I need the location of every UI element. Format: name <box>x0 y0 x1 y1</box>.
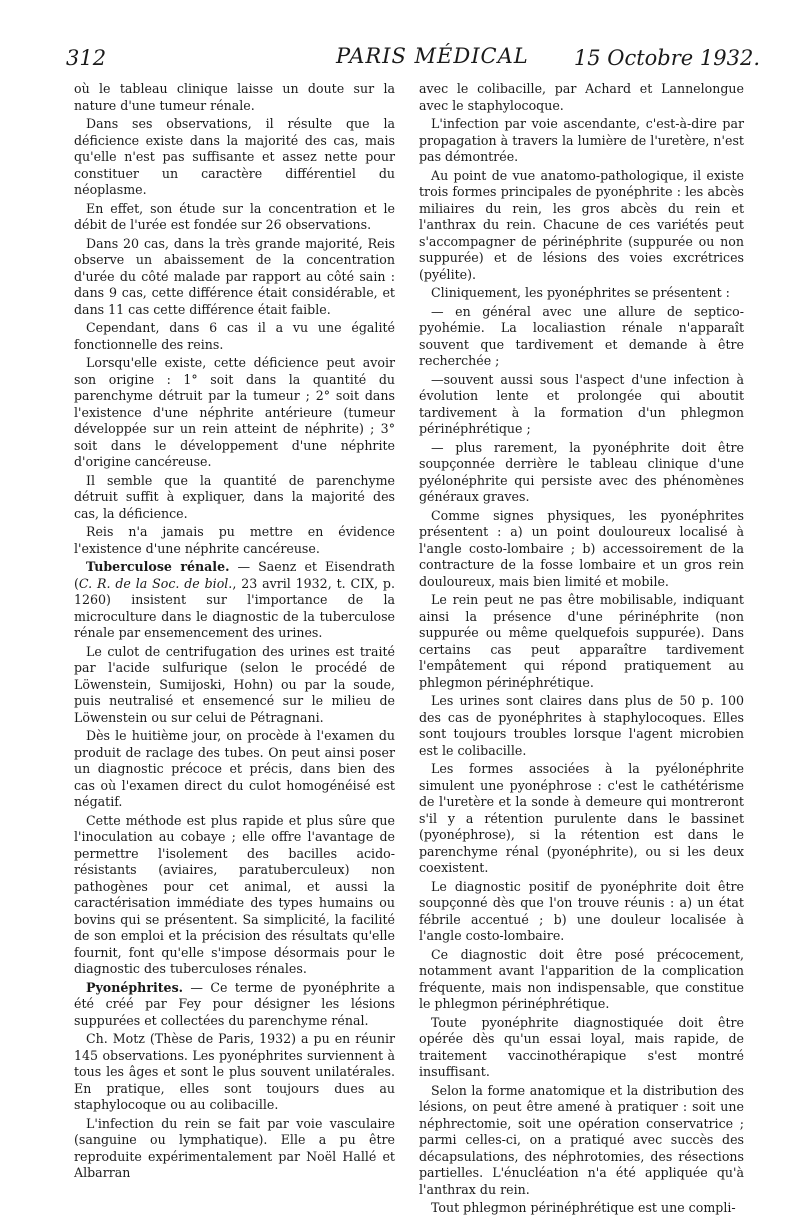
paragraph: Ch. Motz (Thèse de Paris, 1932) a pu en réunir 145 observations. Les pyonéphrites surviennent à tous les âges et sont le plus souvent unilatérales. En pratique, elles sont toujours dues au staphylocoque ou au colibacille. <box>74 1031 395 1112</box>
section-paragraph: Tuberculose rénale. — Saenz et Eisendrath (C. R. de la Soc. de biol., 23 avril 1932, t. CIX, p. 1260) insistent sur l'importance de la microculture dans le diagnostic de la tuberculose rénale par ensemencement des urines. <box>74 559 396 640</box>
paragraph: Ce diagnostic doit être posé précocement, notamment avant l'apparition de la complication fréquente, mais non indispensable, que constitue le phlegmon périnéphrétique. <box>419 946 744 1011</box>
paragraph: Comme signes physiques, les pyonéphrites présentent : a) un point douloureux localisé à l'angle costo-lombaire ; b) accessoirement de la contracture de la fosse lombaire et un gros rein douloureux, mais bien limité et mobile. <box>419 507 744 589</box>
paragraph: — en général avec une allure de septico-pyohémie. La localiastion rénale n'apparaît souvent que tardivement et demande à être recherchée ; <box>419 303 744 368</box>
left-column <box>74 81 395 1184</box>
paragraph: Cliniquement, les pyonéphrites se présentent : <box>431 285 730 300</box>
paragraph: Dans ses observations, il résulte que la déficience existe dans la majorité des cas, mais qu'elle n'est pas suffisante et assez nette pour constituer un caractère différentiel du néoplasme. <box>74 116 395 197</box>
continued-paragraph: avec le colibacille, par Achard et Lannelongue avec le staphylocoque. <box>419 81 744 113</box>
paragraph: Dans 20 cas, dans la très grande majorité, Reis observe un abaissement de la concentration d'urée du côté malade par rapport au côté sain : dans 9 cas, cette différence était considérable, et dans 11 cas cette différence était faible. <box>74 235 395 317</box>
paragraph: L'infection du rein se fait par voie vasculaire (sanguine ou lymphatique). Elle a pu être reproduite expérimentalement par Noël Hallé et Albarran <box>74 1115 395 1180</box>
paragraph: En effet, son étude sur la concentration et le débit de l'urée est fondée sur 26 observations. <box>74 200 395 232</box>
paragraph: Dès le huitième jour, on procède à l'examen du produit de raclage des tubes. On peut ainsi poser un diagnostic précoce et précis, dans bien des cas où l'examen direct du culot homogénéisé est négatif. <box>74 728 395 809</box>
paragraph: Tout phlegmon périnéphrétique est une compli- <box>431 1200 736 1215</box>
paragraph: — plus rarement, la pyonéphrite doit être soupçonnée derrière le tableau clinique d'une pyélonéphrite qui persiste avec des phénomènes généraux graves. <box>419 439 744 504</box>
paragraph: Reis n'a jamais pu mettre en évidence l'existence d'une néphrite cancéreuse. <box>74 524 395 556</box>
right-column <box>419 81 744 1219</box>
paragraph: Les urines sont claires dans plus de 50 p. 100 des cas de pyonéphrites à staphylocoques. Elles sont toujours troubles lorsque l'agent microbien est le colibacille. <box>419 693 744 758</box>
paragraph: Le diagnostic positif de pyonéphrite doit être soupçonné dès que l'on trouve réunis : a) un état fébrile accentué ; b) une douleur localisée à l'angle costo-lombaire. <box>419 878 744 943</box>
page-number: 312 <box>66 46 107 70</box>
section-heading: Pyonéphrites. <box>86 979 184 995</box>
paragraph: Lorsqu'elle existe, cette déficience peut avoir son origine : 1° soit dans la quantité du parenchyme détruit par la tumeur ; 2° soit dans l'existence d'une néphrite antérieure (tumeur développée sur un rein atteint de néphrite) ; 3° soit dans le développement d'une néphrite d'origine cancéreuse. <box>74 355 395 469</box>
paragraph: Il semble que la quantité de parenchyme détruit suffit à expliquer, dans la majorité des cas, la déficience. <box>74 472 395 521</box>
page-header <box>66 44 760 84</box>
paragraph: Cette méthode est plus rapide et plus sûre que l'inoculation au cobaye ; elle offre l'avantage de permettre l'isolement des bacilles acido-résistants (aviaires, paratuberculeux) non pathogènes pour cet animal, et aussi la caractérisation immédiate des types humains ou bovins qui se présentent. Sa simplicité, la facilité de son emploi et la précision des résultats qu'elle fournit, font qu'elle s'impose désormais pour le diagnostic des tuberculoses rénales. <box>74 812 395 976</box>
section-heading: Tuberculose rénale. <box>86 559 230 574</box>
paragraph: —souvent aussi sous l'aspect d'une infection à évolution lente et prolongée qui aboutit tardivement à la formation d'un phlegmon périnéphrétique ; <box>419 371 744 436</box>
continued-paragraph: où le tableau clinique laisse un doute sur la nature d'une tumeur rénale. <box>74 81 395 113</box>
issue-date: 15 Octobre 1932. <box>573 46 760 70</box>
paragraph: Les formes associées à la pyélonéphrite simulent une pyonéphrose : c'est le cathétérisme de l'uretère et la sonde à demeure qui montreront s'il y a rétention purulente dans le bassinet (pyonéphrose), si la rétention est dans le parenchyme rénal (pyonéphrite), ou si les deux coexistent. <box>419 761 744 875</box>
paragraph: Cependant, dans 6 cas il a vu une égalité fonctionnelle des reins. <box>74 320 395 352</box>
paragraph: Selon la forme anatomique et la distribution des lésions, on peut être amené à pratiquer : soit une néphrectomie, soit une opération conservatrice ; parmi celles-ci, on a pratiqué avec succès des décapsulations, des néphrotomies, des résections partielles. L'énucléation n'a été appliquée qu'à l'anthrax du rein. <box>419 1082 744 1197</box>
journal-title: PARIS MÉDICAL <box>336 44 529 68</box>
paragraph: Au point de vue anatomo-pathologique, il existe trois formes principales de pyonéphrite : les abcès miliaires du rein, les gros abcès du rein et l'anthrax du rein. Chacune de ces variétés peut s'accompagner de périnéphrite (suppurée ou non suppurée) et de lésions des voies excrétrices (pyélite). <box>419 167 744 282</box>
paragraph: Toute pyonéphrite diagnostiquée doit être opérée dès qu'un essai loyal, mais rapide, de traitement vaccinothérapique s'est montré insuffisant. <box>419 1014 744 1079</box>
section-paragraph: Pyonéphrites. — Ce terme de pyonéphrite a été créé par Fey pour désigner les lésions suppurées et collectées du parenchyme rénal. <box>74 979 395 1028</box>
paragraph: Le culot de centrifugation des urines est traité par l'acide sulfurique (selon le procédé de Löwenstein, Sumijoski, Hohn) ou par la soude, puis neutralisé et ensemencé sur le milieu de Löwenstein ou sur celui de Pétragnani. <box>74 643 395 725</box>
paragraph: Le rein peut ne pas être mobilisable, indiquant ainsi la présence d'une périnéphrite (non suppurée ou même quelquefois suppurée). Dans certains cas peut apparaître tardivement l'empâtement qui répond pratiquement au phlegmon périnéphrétique. <box>419 592 744 690</box>
paragraph: L'infection par voie ascendante, c'est-à-dire par propagation à travers la lumière de l'uretère, n'est pas démontrée. <box>419 116 744 164</box>
citation: C. R. de la Soc. de biol. <box>78 575 233 591</box>
